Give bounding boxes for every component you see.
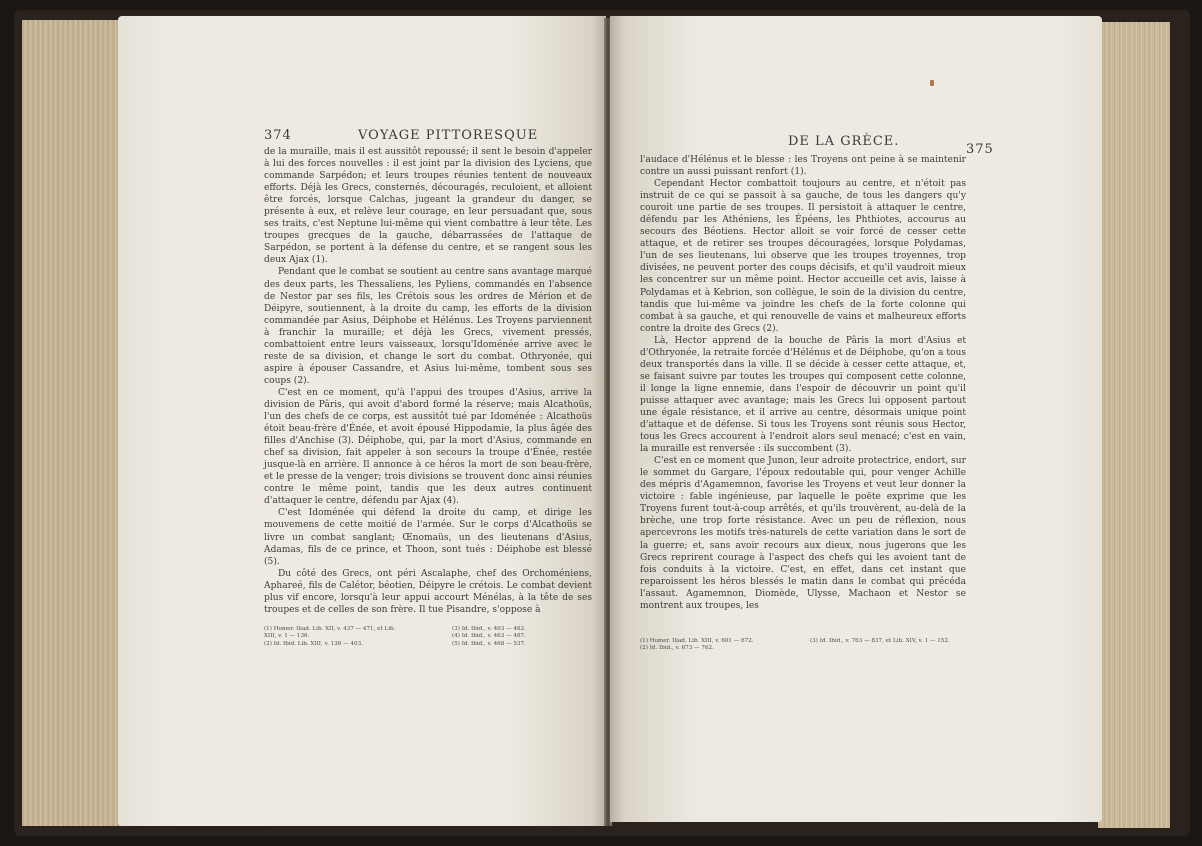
footnote: XIII, v. 1 — 136. (264, 633, 310, 640)
page-number: 375 (966, 142, 994, 157)
running-title: VOYAGE PITTORESQUE (358, 128, 539, 143)
paragraph: Cependant Hector combattoit toujours au centre, et n'étoit pas instruit de ce qui se passoit à sa gauche, de tous les dangers qu'y couroit une partie de ses troupes. Il persistoit à attaquer le centre, défendu par les Athéniens, les Épéens, les Phthiotes, accourus au secours des Béotiens. Hector alloit se voir forcé de cesser cette attaque, et de retirer ses troupes découragées, lorsque Polydamas, l'un de ses lieutenans, lui observe que les troupes troyennes, trop divisées, ne peuvent porter des coups décisifs, et qu'il vaudroit mieux les concentrer sur un même point. Hector accueille cet avis, laisse à Polydamas et à Kebrion, son collègue, le soin de la division du centre, tandis que lui-même va joindre les chefs de la forte colonne qui combat à sa gauche, et qui renouvelle de vains et malheureux efforts contre la droite des Grecs (2). (640, 179, 966, 334)
page-number: 374 (264, 128, 292, 143)
right-page (610, 16, 1102, 822)
footnote: (1) Homer. Iliad. Lib. XII, v. 437 — 471, et Lib. (264, 626, 396, 632)
paragraph: Là, Hector apprend de la bouche de Pâris la mort d'Asius et d'Othryonée, la retraite forcée d'Hélénus et de Déiphobe, qu'on a tous deux transportés dans la ville. Il se décide à cesser cette attaque, et, se faisant suivre par toutes les troupes qui composent cette colonne, il longe la ligne ennemie, dans l'espoir de découvrir un point qu'il puisse attaquer avec avantage; mais les Grecs lui opposent partout une égale résistance, et il arrive au centre, désormais unique point d'attaque et de défense. Si tous les Troyens sont réunis sous Hector, tous les Grecs accourent à l'endroit alors seul menacé; c'est en vain, la muraille est renversée : ils succombent (3). (640, 335, 966, 455)
page-edges-right (1098, 22, 1170, 828)
paragraph: C'est Idoménée qui défend la droite du camp, et dirige les mouvemens de cette moitié de l'armée. Sur le corps d'Alcathoüs se livre un combat sanglant; Œnomaüs, un des lieutenans d'Asius, Adamas, fils de ce prince, et Thoon, sont tués : Déiphobe est blessé (5). (264, 508, 592, 567)
paragraph: Pendant que le combat se soutient au centre sans avantage marqué des deux parts, les Thessaliens, les Pyliens, commandés en l'absence de Nestor par ses fils, les Crétois sous les ordres de Mérion et de Déipyre, soutiennent, à la droite du camp, les efforts de la division commandée par Asius, Déiphobe et Hélénus. Les Troyens parviennent à franchir la muraille; et déjà les Grecs, vivement pressés, combattoient entre leurs vaisseaux, lorsqu'Idoménée arrive avec le reste de sa division, et change le sort du combat. Othryonée, qui aspire à épouser Cassandre, et Asius lui-même, tombent sous ses coups (2). (264, 267, 592, 386)
paragraph: Du côté des Grecs, ont péri Ascalaphe, chef des Orchoméniens, Aphareé, fils de Calétor, béotien, Déipyre le crétois. Le combat devient plus vif encore, lorsqu'à leur appui accourt Ménélas, à la tête de ses troupes et de celles de son frère. Il tue Pisandre, s'oppose à (264, 568, 592, 615)
footnote: (2) Id. Ibid., v. 673 — 762. (640, 645, 714, 652)
footnote: (5) Id. Ibid., v. 468 — 537. (452, 640, 526, 647)
running-title: DE LA GRÈCE. (788, 134, 900, 149)
left-page (118, 16, 606, 826)
paragraph: C'est en ce moment, qu'à l'appui des troupes d'Asius, arrive la division de Pâris, qui avoit d'abord formé la réserve; mais Alcathoüs, l'un des chefs de ce corps, est aussitôt tué par Idoménée : Alcathoüs étoit beau-frère d'Énée, et avoit épousé Hippodamie, la plus âgée des filles d'Anchise (3). Déiphobe, qui, par la mort d'Asius, commande en chef sa division, fait appeler à son secours la troupe d'Énée, restée jusque-là en arrière. Il annonce à ce héros la mort de son beau-frère, et le presse de la venger; trois divisions se trouvent donc ainsi réunies contre le même point, tandis que les deux autres continuent d'attaquer le centre, défendu par Ajax (4). (264, 387, 592, 507)
footnote: (4) Id. Ibid., v. 463 — 467. (452, 633, 526, 640)
footnote: (1) Homer. Iliad. Lib. XIII, v. 601 — 672. (640, 638, 754, 644)
paragraph: l'audace d'Hélénus et le blesse : les Troyens ont peine à se maintenir contre un aussi puissant renfort (1). (640, 155, 966, 178)
footnotes (264, 626, 594, 666)
footnote: (3) Id. Ibid., v. 403 — 462. (452, 626, 526, 632)
paragraph: C'est en ce moment que Junon, leur adroite protectrice, endort, sur le sommet du Gargare, l'époux redoutable qui, pour venger Achille des mépris d'Agamemnon, favorise les Troyens et veut leur donner la victoire : fable ingénieuse, par laquelle le poëte exprime que les Troyens furent tout-à-coup arrêtés, et qu'ils trouvèrent, au-delà de la brèche, une trop forte résistance. Avec un peu de réflexion, nous apercevrons les motifs très-naturels de cette variation dans le sort de la guerre; et, sans avoir recours aux dieux, nous jugerons que les Grecs reprirent courage à l'aspect des chefs qui les avoient tant de fois conduits à la victoire. C'est, en effet, dans cet instant que reparoissent les héros blessés le matin dans le combat qui précéda l'assaut. Agamemnon, Diomède, Ulysse, Machaon et Nestor se montrent aux troupes, les (640, 456, 966, 611)
footnote: (3) Id. Ibid., v. 763 — 837, et Lib. XIV, v. 1 — 152. (810, 638, 950, 644)
paper-stain (930, 80, 934, 86)
page-text (264, 146, 592, 616)
page-edges-left (22, 20, 122, 826)
footnote: (2) Id. Ibid. Lib. XIII, v. 136 — 403. (264, 640, 363, 647)
paragraph: de la muraille, mais il est aussitôt repoussé; il sent le besoin d'appeler à lui des forces nouvelles : il est joint par la division des Lyciens, que commande Sarpédon; et leurs troupes réunies tentent de nouveaux efforts. Déjà les Grecs, consternés, découragés, reculoient, et alloient être forcés, lorsque Calchas, jugeant la grandeur du danger, se présente à eux, et relève leur courage, en leur persuadant que, sous ses traits, c'est Neptune lui-même qui vient combattre à leur tête. Les troupes grecques de la gauche, débarrassées de l'attaque de Sarpédon, se portent à la défense du centre, et se rangent sous les deux Ajax (1). (264, 147, 592, 266)
footnotes (640, 638, 970, 668)
page-text (640, 154, 966, 612)
